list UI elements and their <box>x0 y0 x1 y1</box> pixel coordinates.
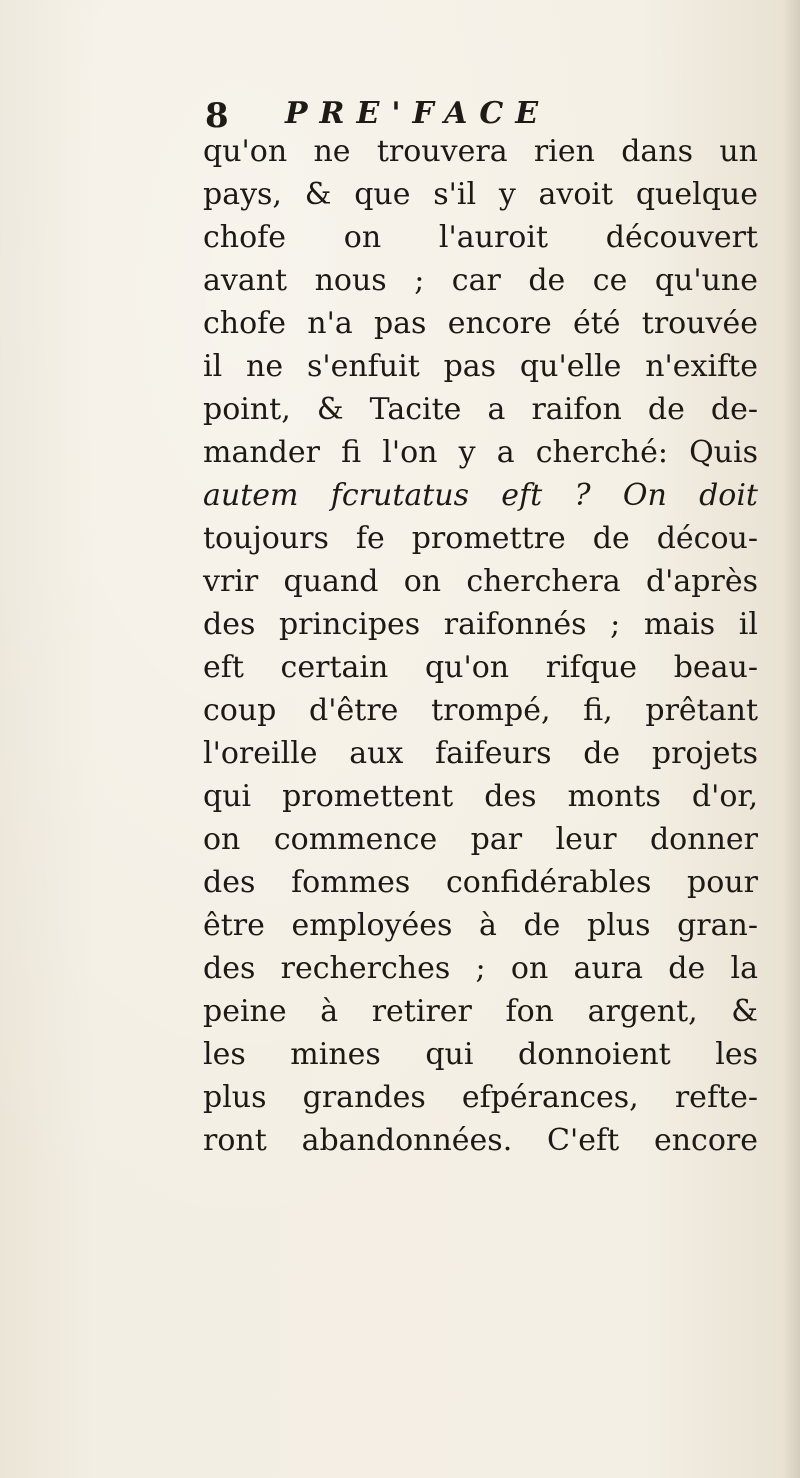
text-line: peine à retirer fon argent, & <box>203 994 758 1029</box>
text-line: vrir quand on cherchera d'après <box>203 564 758 599</box>
text-line: chofe n'a pas encore été trouvée <box>203 306 758 341</box>
running-title: PRE'FACE <box>285 96 551 131</box>
text-line: ront abandonnées. C'eft encore <box>203 1123 758 1158</box>
text-line: on commence par leur donner <box>203 822 758 857</box>
page-number: 8 <box>205 96 229 136</box>
text-line: il ne s'enfuit pas qu'elle n'exifte <box>203 349 758 384</box>
text-line: autem fcrutatus eft ? On doit <box>203 478 758 513</box>
text-line: pays, & que s'il y avoit quelque <box>203 177 758 212</box>
text-line: toujours fe promettre de décou- <box>203 521 758 556</box>
text-line: mander fi l'on y a cherché: Quis <box>203 435 758 470</box>
text-line: qui promettent des monts d'or, <box>203 779 758 814</box>
page-edge-shadow <box>782 0 800 1478</box>
text-line: des recherches ; on aura de la <box>203 951 758 986</box>
text-line: des principes raifonnés ; mais il <box>203 607 758 642</box>
text-line: plus grandes efpérances, refte- <box>203 1080 758 1115</box>
text-line: coup d'être trompé, fi, prêtant <box>203 693 758 728</box>
body-text <box>203 130 758 1162</box>
text-line: les mines qui donnoient les <box>203 1037 758 1072</box>
text-line: point, & Tacite a raifon de de- <box>203 392 758 427</box>
text-line: chofe on l'auroit découvert <box>203 220 758 255</box>
text-line: avant nous ; car de ce qu'une <box>203 263 758 298</box>
text-line: des fommes confidérables pour <box>203 865 758 900</box>
text-line: l'oreille aux faifeurs de projets <box>203 736 758 771</box>
text-line: être employées à de plus gran- <box>203 908 758 943</box>
text-line: qu'on ne trouvera rien dans un <box>203 134 758 169</box>
text-line: eft certain qu'on rifque beau- <box>203 650 758 685</box>
